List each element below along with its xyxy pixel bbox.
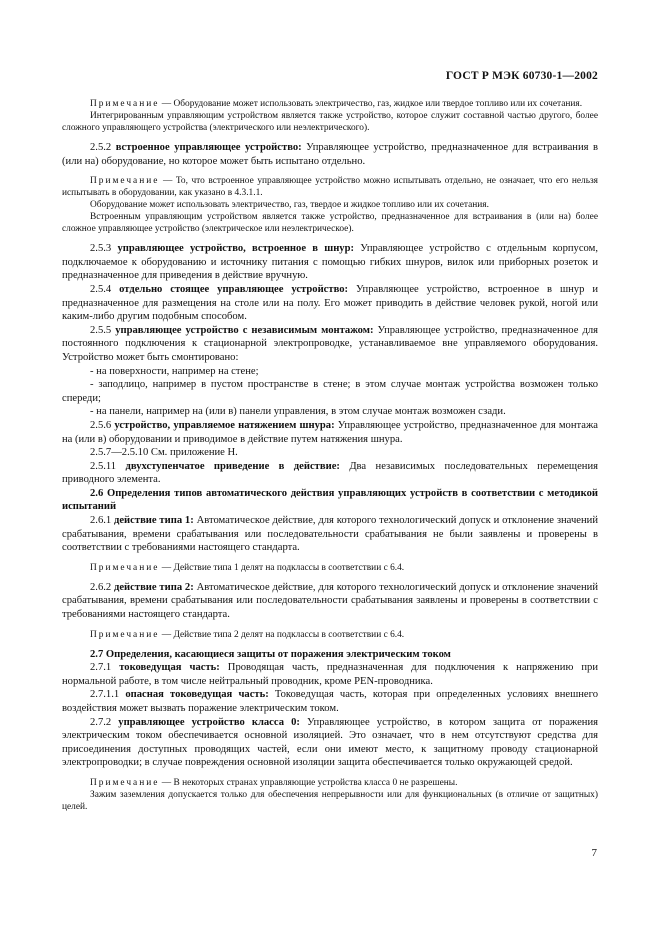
- paragraph-text: Управляющее устройство, предназначенное для встраивания в (или на) оборудование, но которое может быть испытано отдельно.: [62, 142, 598, 167]
- term-heading: 2.7 Определения, касающиеся защиты от поражения электрическим током: [90, 648, 451, 660]
- clause-number: 2.7.1: [90, 662, 120, 674]
- page-number: 7: [591, 847, 597, 859]
- note-paragraph: [62, 199, 598, 211]
- note-paragraph: [62, 98, 598, 110]
- paragraph-text: Управляющее устройство, в котором защита от поражения электрическим током обеспечивается основной изоляцией. Это означает, что в нем отсутствуют средства для присоединения доступных проводящих частей, если они имеют место, к защитному проводу стационарной электропроводки; в случае повреждения основной изоляции защита обеспечивается только окружающей средой.: [62, 716, 598, 769]
- clause-paragraph: [62, 365, 598, 379]
- clause-paragraph: [62, 688, 598, 715]
- paragraph-text: Управляющее устройство, предназначенное для монтажа на (или в) оборудовании и приводимое в действие путем натяжения шнура.: [62, 419, 599, 445]
- clause-paragraph: [62, 283, 598, 324]
- note-paragraph: [62, 562, 598, 574]
- term-heading: встроенное управляющее устройство:: [115, 142, 302, 153]
- paragraph-text: Два независимых последовательных перемещения приводного элемента.: [62, 460, 599, 486]
- paragraph-text: Управляющее устройство с отдельным корпусом, подключаемое к оборудованию и источнику питания с помощью гибких шнуров, вилок или приборных розеток и предназначенное для приведения в действие вручную.: [62, 243, 598, 282]
- clause-paragraph: [62, 141, 598, 168]
- note-label: Примечание: [90, 176, 160, 187]
- term-heading: управляющее устройство, встроенное в шнур:: [117, 243, 355, 255]
- paragraph-text: Встроенным управляющим устройством является также устройство, предназначенное для встраивания в (или на) более сложное управляющее устройство (электрическое или неэлектрическое).: [62, 212, 598, 235]
- paragraph-text: 2.5.7—2.5.10 См. приложение Н.: [90, 447, 238, 459]
- paragraph-text: Управляющее устройство, предназначенное для постоянного подключения к стационарной электропроводке, устанавливаемое вне управляемого оборудования. Устройство может быть смонтировано:: [62, 324, 599, 363]
- paragraph-text: Проводящая часть, предназначенная для подключения к напряжению при нормальной работе, в том числе нейтральный проводник, кроме PEN-проводника.: [62, 662, 598, 687]
- clause-paragraph: [62, 446, 598, 460]
- note-paragraph: [62, 789, 598, 813]
- term-heading: двухступенчатое приведение в действие:: [125, 460, 340, 472]
- clause-number: 2.6.1: [90, 515, 114, 527]
- paragraph-text: - на поверхности, например на стене;: [90, 365, 259, 377]
- clause-paragraph: [62, 487, 598, 514]
- clause-number: 2.6.2: [90, 581, 114, 593]
- paragraph-text: - заподлицо, например в пустом пространстве в стене; в этом случае монтаж устройства возможен только спереди;: [62, 379, 598, 404]
- paragraph-text: — Действие типа 1 делят на подклассы в соответствии с 6.4.: [159, 562, 405, 573]
- paragraph-text: — Действие типа 2 делят на подклассы в соответствии с 6.4.: [159, 629, 405, 640]
- note-label: Примечание: [90, 99, 160, 109]
- clause-paragraph: [62, 324, 598, 365]
- clause-number: 2.5.11: [90, 460, 126, 472]
- paragraph-text: Токоведущая часть, которая при определенных условиях внешнего воздействия может вызвать поражение электрическим током.: [62, 689, 599, 714]
- note-label: Примечание: [90, 629, 160, 640]
- clause-number: 2.7.2: [90, 716, 119, 728]
- note-paragraph: [62, 175, 598, 199]
- clause-paragraph: [62, 581, 598, 622]
- clause-number: 2.5.2: [90, 142, 116, 153]
- clause-paragraph: [62, 514, 598, 555]
- document-header: ГОСТ Р МЭК 60730-1—2002: [445, 70, 598, 82]
- clause-number: 2.5.3: [90, 243, 118, 255]
- paragraph-text: — В некоторых странах управляющие устройства класса 0 не разрешены.: [159, 777, 458, 788]
- term-heading: токоведущая часть:: [119, 662, 220, 674]
- note-label: Примечание: [90, 777, 160, 788]
- document-body: [62, 98, 598, 813]
- clause-paragraph: [62, 460, 598, 487]
- term-heading: опасная токоведущая часть:: [125, 689, 269, 701]
- clause-paragraph: [62, 419, 598, 446]
- note-paragraph: [62, 211, 598, 235]
- clause-number: 2.5.4: [90, 283, 120, 295]
- paragraph-text: - на панели, например на (или в) панели управления, в этом случае монтаж возможен сзади.: [90, 406, 506, 418]
- paragraph-text: Интегрированным управляющим устройством является также устройство, которое служит составной частью другого, более сложного управляющего устройства (электрического или неэлектрического).: [62, 111, 598, 133]
- clause-paragraph: [62, 378, 598, 405]
- paragraph-text: Автоматическое действие, для которого технологический допуск и отклонение значений срабатывания, времени срабатывания или последовательности срабатывания заявлены и проверены в соответствии с требованиями настоящего стандарта.: [62, 581, 598, 621]
- clause-number: 2.7.1.1: [90, 689, 126, 701]
- paragraph-text: Зажим заземления допускается только для обеспечения непрерывности или для функциональных (в отличие от защитных) целей.: [62, 789, 598, 812]
- note-paragraph: [62, 629, 598, 641]
- note-paragraph: [62, 777, 598, 789]
- term-heading: управляющее устройство класса 0:: [118, 716, 300, 728]
- paragraph-text: — То, что встроенное управляющее устройство можно испытывать отдельно, не означает, что его нельзя испытывать в оборудовании, как указано в 4.3.1.1.: [62, 176, 598, 199]
- term-heading: управляющее устройство с независимым монтажом:: [115, 324, 374, 336]
- paragraph-text: — Оборудование может использовать электричество, газ, жидкое или твердое топливо или их сочетания.: [159, 99, 583, 109]
- clause-paragraph: [62, 648, 598, 662]
- term-heading: действие типа 1:: [114, 515, 194, 527]
- clause-paragraph: [62, 661, 598, 688]
- term-heading: отдельно стоящее управляющее устройство:: [119, 283, 349, 295]
- paragraph-text: Автоматическое действие, для которого технологический допуск и отклонение значений срабатывания, времени срабатывания или последовательности срабатывания не были заявлены и проверены в соответствии с требованиями настоящего стандарта.: [62, 515, 598, 554]
- term-heading: действие типа 2:: [114, 581, 194, 593]
- term-heading: 2.6 Определения типов автоматического действия управляющих устройств в соответствии с методикой испытаний: [62, 487, 598, 513]
- clause-paragraph: [62, 405, 598, 419]
- paragraph-text: Управляющее устройство, встроенное в шнур и предназначенное для размещения на столе или на полу. Его может приводить в действие человек рукой, ногой или каким-либо другим подобным способом.: [62, 283, 598, 323]
- clause-number: 2.5.5: [90, 324, 116, 336]
- clause-paragraph: [62, 716, 598, 770]
- note-label: Примечание: [90, 562, 160, 573]
- clause-paragraph: [62, 242, 598, 283]
- term-heading: устройство, управляемое натяжением шнура:: [114, 419, 335, 431]
- clause-number: 2.5.6: [90, 419, 115, 431]
- note-paragraph: [62, 110, 598, 134]
- paragraph-text: Оборудование может использовать электричество, газ, твердое и жидкое топливо или их сочетания.: [90, 200, 489, 211]
